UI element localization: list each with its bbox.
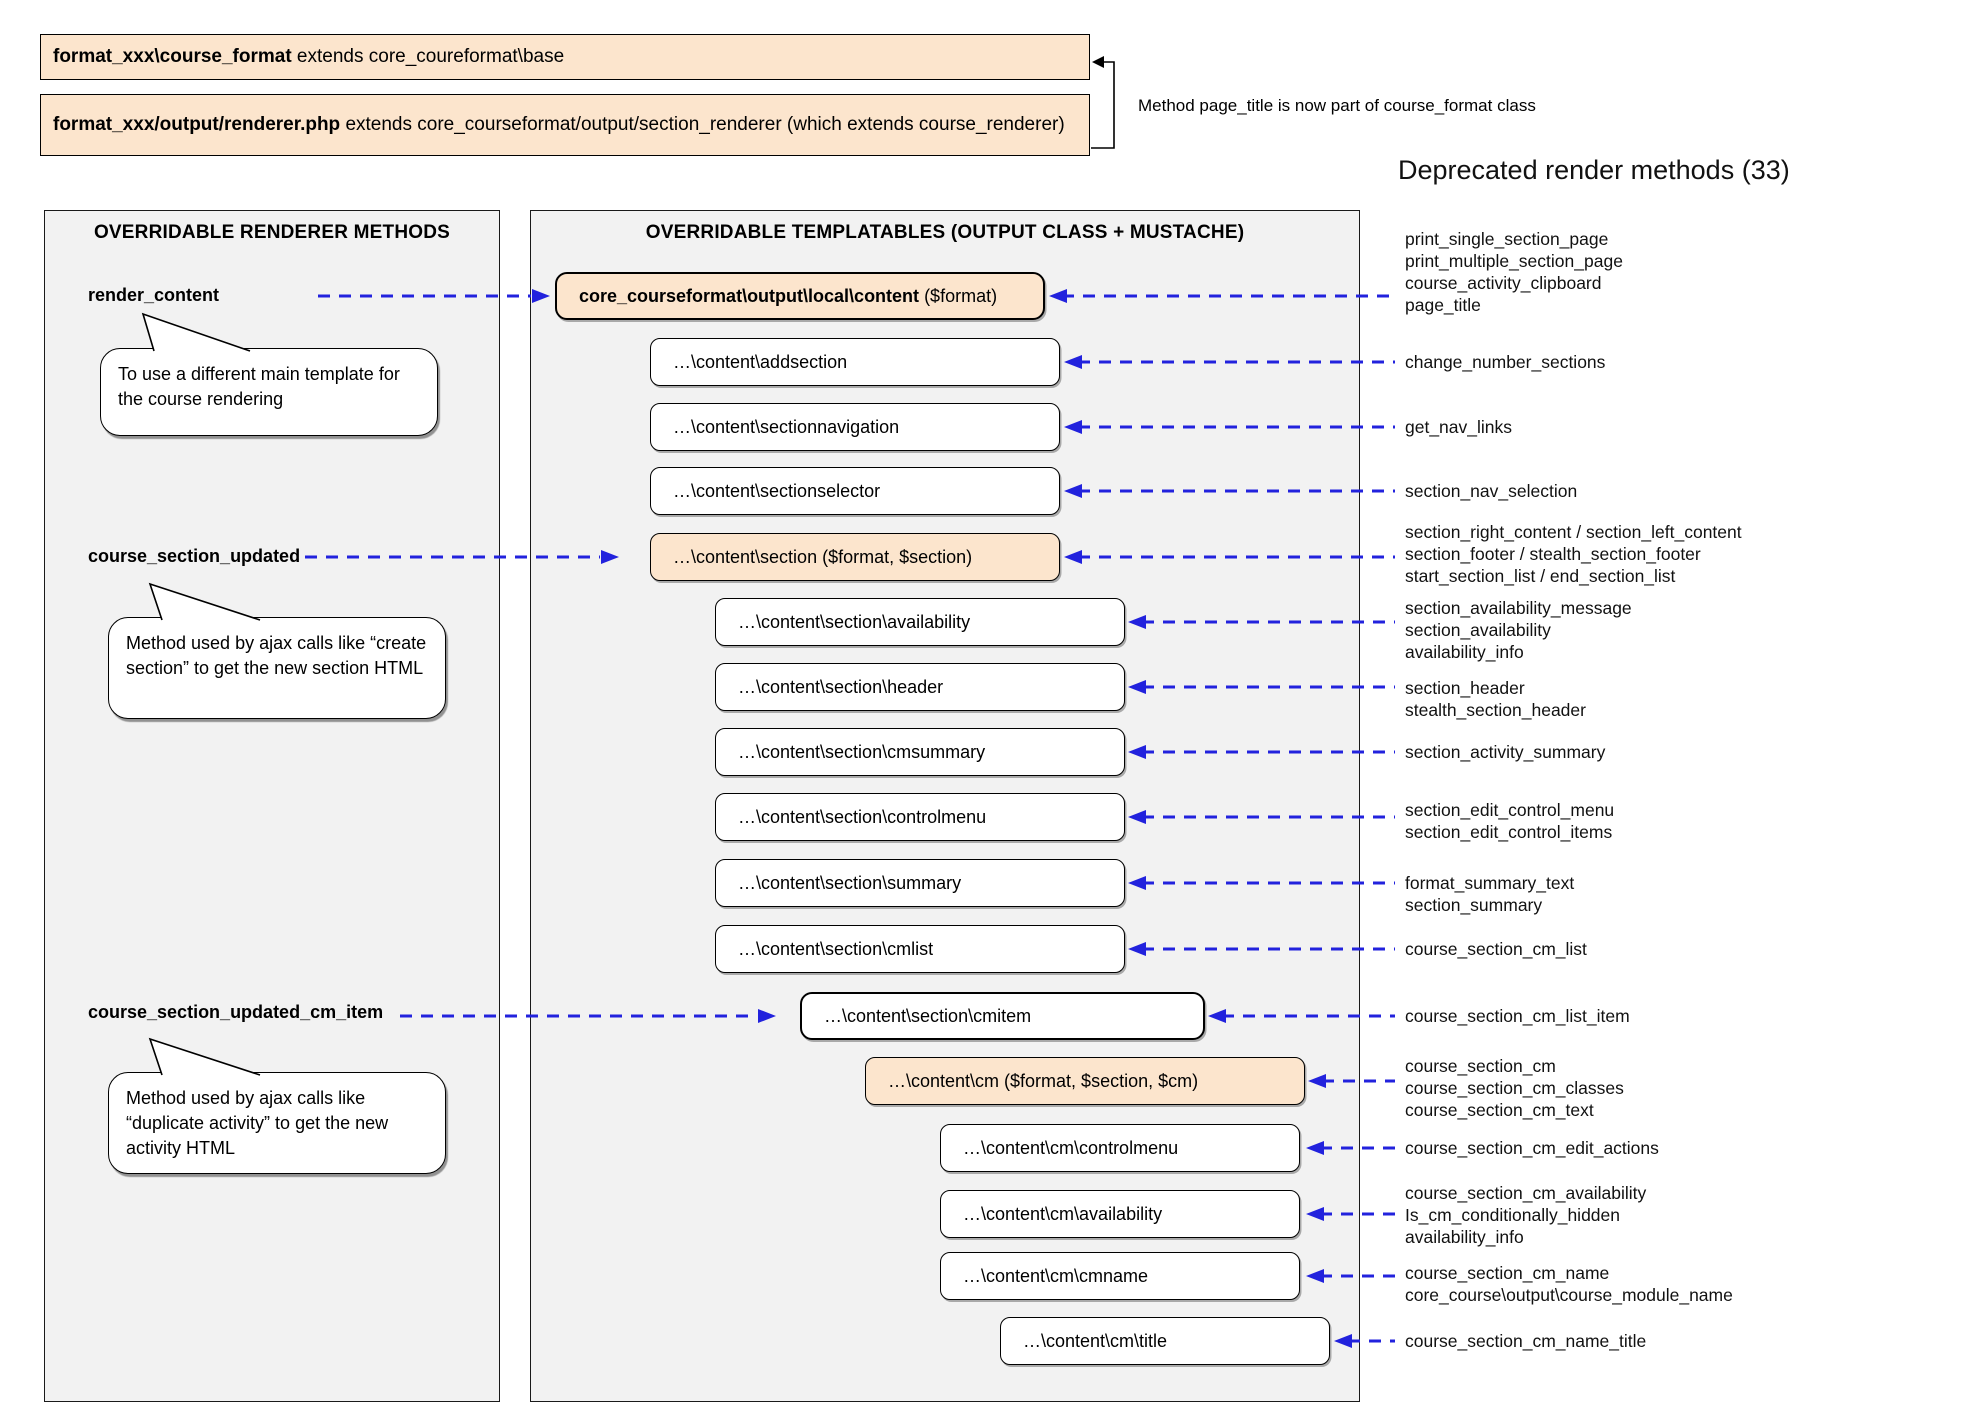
deprecated-group-section-availability: section_availability_message section_availability availability_info [1405, 598, 1632, 662]
deprecated-group-cm-list-item: course_section_cm_list_item [1405, 1006, 1630, 1026]
deprecated-group-summary: format_summary_text section_summary [1405, 873, 1575, 915]
templatable-box-section-cmitem: …\content\section\cmitem [800, 992, 1205, 1040]
templatable-box-cm: …\content\cm ($format, $section, $cm) [865, 1057, 1305, 1105]
templatable-box-addsection: …\content\addsection [650, 338, 1060, 386]
class-box-renderer-text: format_xxx/output/renderer.php extends core_courseformat/output/section_renderer (which extends course_renderer) [53, 114, 1065, 136]
templatable-box-content [555, 272, 1045, 320]
templatable-box-sectionselector: …\content\sectionselector [650, 467, 1060, 515]
callout-course-section-updated-text: Method used by ajax calls like “create section” to get the new section HTML [126, 633, 427, 678]
callout-render-content-text: To use a different main template for the course rendering [118, 364, 400, 409]
callout-course-section-updated [108, 617, 446, 719]
templatable-box-section: …\content\section ($format, $section) [650, 533, 1060, 581]
deprecated-group-cm-availability: course_section_cm_availability Is_cm_conditionally_hidden availability_info [1405, 1183, 1647, 1247]
deprecated-group-page: print_single_section_page print_multiple_section_page course_activity_clipboard page_title [1405, 229, 1623, 315]
renderer-method-course-section-updated: course_section_updated [88, 546, 301, 566]
class-box-course-format [40, 34, 1090, 80]
deprecated-group-cm: course_section_cm course_section_cm_classes course_section_cm_text [1405, 1056, 1624, 1120]
deprecated-group-change-number-sections: change_number_sections [1405, 352, 1606, 372]
middle-panel-title: OVERRIDABLE TEMPLATABLES (OUTPUT CLASS + MUSTACHE) [645, 222, 1245, 243]
templatable-box-section-controlmenu: …\content\section\controlmenu [715, 793, 1125, 841]
templatable-box-section-cmsummary: …\content\section\cmsummary [715, 728, 1125, 776]
bracket-arrow-head [1092, 56, 1104, 68]
templatable-box-section-summary: …\content\section\summary [715, 859, 1125, 907]
bracket-connector [1091, 62, 1114, 148]
class-box-renderer [40, 94, 1090, 156]
class-box-course-format-text: format_xxx\course_format extends core_coureformat\base [53, 46, 565, 68]
bracket-note: Method page_title is now part of course_format class [1138, 96, 1536, 115]
deprecated-group-section-header: section_header stealth_section_header [1405, 678, 1586, 720]
templatable-box-sectionnavigation: …\content\sectionnavigation [650, 403, 1060, 451]
deprecated-group-get-nav-links: get_nav_links [1405, 417, 1513, 437]
deprecated-group-cm-edit-actions: course_section_cm_edit_actions [1405, 1138, 1659, 1158]
templatable-box-cm-cmname: …\content\cm\cmname [940, 1252, 1300, 1300]
deprecated-group-cm-name-title: course_section_cm_name_title [1405, 1331, 1647, 1351]
callout-course-section-updated-cm-item [108, 1072, 446, 1174]
deprecated-group-cm-list: course_section_cm_list [1405, 939, 1587, 959]
deprecated-group-section-edit-control: section_edit_control_menu section_edit_control_items [1405, 800, 1615, 842]
templatable-box-section-availability: …\content\section\availability [715, 598, 1125, 646]
deprecated-methods-title: Deprecated render methods (33) [1398, 155, 1790, 185]
deprecated-group-cm-name: course_section_cm_name core_course\output\course_module_name [1405, 1263, 1733, 1305]
deprecated-group-section-content: section_right_content / section_left_content section_footer / stealth_section_footer start_section_list / end_section_list [1405, 522, 1742, 586]
deprecated-group-section-activity-summary: section_activity_summary [1405, 742, 1606, 762]
templatable-box-content-text: core_courseformat\output\local\content ($format) [579, 285, 998, 306]
renderer-method-course-section-updated-cm-item: course_section_updated_cm_item [88, 1002, 384, 1022]
templatable-box-section-header: …\content\section\header [715, 663, 1125, 711]
templatable-box-cm-title: …\content\cm\title [1000, 1317, 1330, 1365]
left-panel-title: OVERRIDABLE RENDERER METHODS [93, 222, 451, 243]
templatable-box-cm-availability: …\content\cm\availability [940, 1190, 1300, 1238]
renderer-method-render-content: render_content [88, 285, 220, 305]
templatable-box-section-cmlist: …\content\section\cmlist [715, 925, 1125, 973]
templatable-box-cm-controlmenu: …\content\cm\controlmenu [940, 1124, 1300, 1172]
deprecated-group-section-nav-selection: section_nav_selection [1405, 481, 1578, 501]
callout-render-content [100, 348, 438, 436]
callout-course-section-updated-cm-item-text: Method used by ajax calls like “duplicate activity” to get the new activity HTML [126, 1088, 389, 1158]
